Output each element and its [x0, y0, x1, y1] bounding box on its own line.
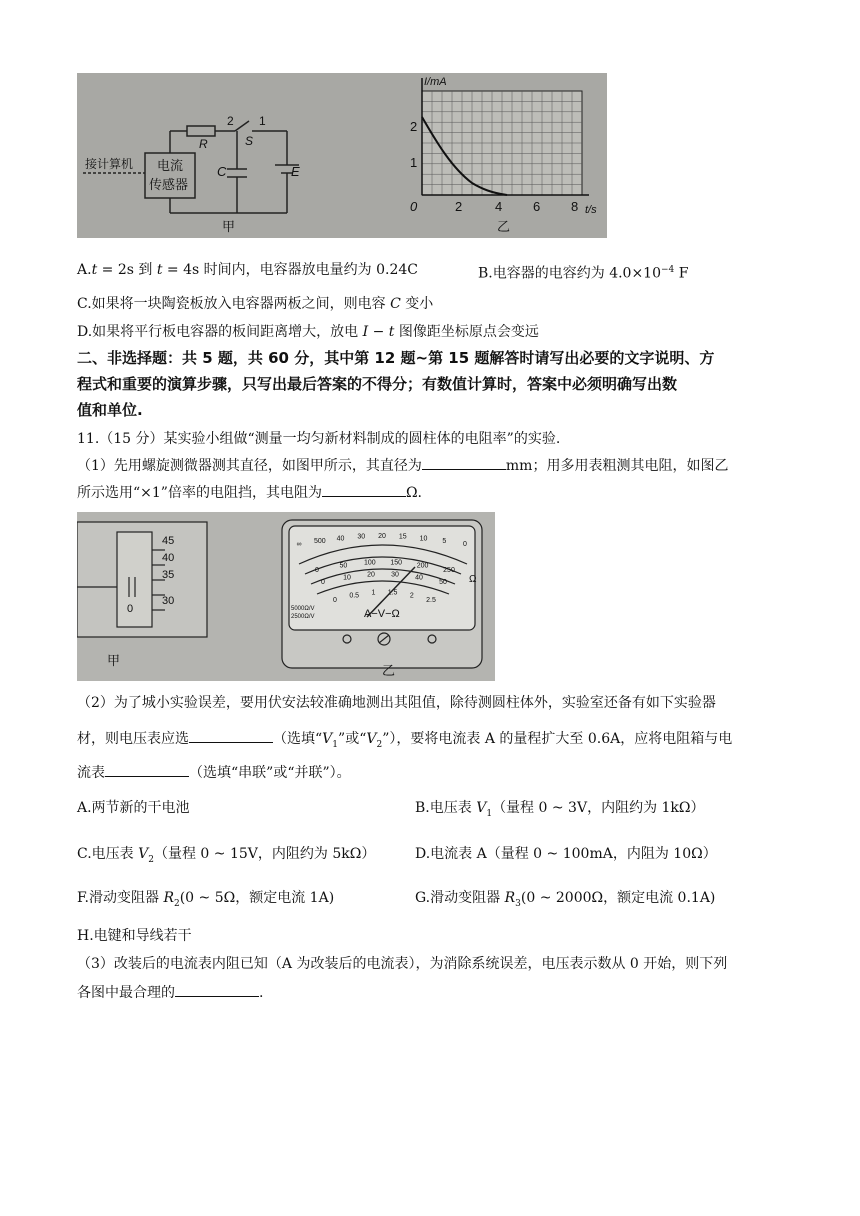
item-b-pre: B.电压表	[415, 800, 477, 816]
item-f-r: R	[163, 890, 174, 906]
item-g-sub: 3	[515, 898, 521, 909]
label-yi-2: 乙	[382, 663, 396, 678]
item-c-pre: C.电压表	[77, 846, 139, 862]
meter-scale-v-label: 100	[363, 559, 376, 567]
q11-part2-line3	[77, 762, 351, 783]
q11-p2-or: ”或“	[338, 731, 367, 747]
label-jia-2: 甲	[107, 653, 121, 668]
meter-scale-ohm-label: 0	[463, 541, 467, 548]
option-a-t2: t	[156, 262, 163, 278]
item-b-post: （量程 0 ~ 3V，内阻约为 1kΩ）	[492, 800, 705, 816]
meter-scale-ohm-label: 30	[357, 533, 366, 541]
section2-line2: 程式和重要的演算步骤，只写出最后答案的不得分；有数值计算时，答案中必须明确写出数	[77, 375, 678, 393]
item-c-sub: 2	[148, 854, 154, 865]
option-a-t1: t	[91, 262, 98, 278]
option-d-text: D.如果将平行板电容器的板间距离增大，放电	[77, 324, 363, 340]
meter-omega: Ω	[469, 574, 477, 585]
meter-scale-ma-label: 0	[321, 579, 325, 586]
answer-blank-voltmeter[interactable]	[189, 728, 273, 743]
q11-intro: 11.（15 分）某实验小组做“测量一均匀新材料制成的圆柱体的电阻率”的实验.	[77, 431, 561, 447]
meter-scale-low-label: 1.5	[387, 589, 398, 597]
option-b-unit: F	[674, 265, 689, 282]
meter-scale-v-label: 150	[390, 559, 403, 567]
meter-scale-ohm-label: 40	[336, 535, 345, 543]
q11-p1-a: （1）先用螺旋测微器测其直径，如图甲所示，其直径为	[77, 458, 422, 474]
meter-scale-v-label: 200	[416, 562, 429, 570]
graph-xtick-2: 2	[455, 199, 463, 214]
graph-xlabel: t/s	[585, 204, 597, 216]
switch-pos-1: 1	[259, 114, 266, 128]
item-g	[415, 888, 715, 914]
meter-scale-v-label: 50	[339, 562, 348, 570]
option-c-var: C	[390, 296, 401, 312]
meter-scale-low-label: 2	[409, 592, 414, 600]
meter-scale-v-label: 0	[315, 567, 319, 574]
item-f-sub: 2	[173, 898, 180, 909]
option-c-text: C.如果将一块陶瓷板放入电容器两板之间，则电容	[77, 296, 391, 312]
sensor-label-1: 电流	[157, 158, 184, 173]
meter-scale-low-label: 0.5	[349, 592, 360, 600]
option-d-var: I − t	[362, 324, 395, 340]
computer-label: 接计算机	[85, 157, 134, 171]
meter-scale-ohm-label: 500	[313, 537, 326, 545]
item-h: H.电键和导线若干	[77, 928, 192, 944]
item-c-post: （量程 0 ~ 15V，内阻约为 5kΩ）	[153, 846, 376, 862]
q11-p2-b: 材，则电压表应选	[77, 731, 189, 747]
q11-part3-line1: （3）改装后的电流表内阻已知（A 为改装后的电流表），为消除系统误差，电压表示数从 0 开始，则下列	[77, 956, 728, 972]
meter-note-1: 5000Ω/V	[291, 606, 315, 612]
item-f-post: (0 ~ 5Ω，额定电流 1A)	[179, 890, 335, 906]
meter-mode: A−V−Ω	[364, 608, 400, 620]
graph-xtick-6: 6	[533, 199, 541, 214]
graph-ylabel: I/mA	[424, 76, 447, 88]
q11-part1-line2	[77, 482, 422, 503]
meter-scale-ohm-label: 20	[378, 533, 386, 540]
option-d	[77, 322, 539, 342]
meter-scale-ma-label: 30	[391, 571, 399, 579]
option-c-post: 变小	[400, 296, 434, 312]
item-g-post: (0 ~ 2000Ω，额定电流 0.1A)	[520, 890, 716, 906]
graph-ytick-2: 2	[410, 119, 418, 134]
micrometer-zero: 0	[127, 603, 134, 615]
micrometer-tick-35: 35	[162, 569, 175, 581]
graph-origin: 0	[410, 199, 418, 214]
figure-1-svg	[77, 73, 607, 238]
q11-part2-line2	[77, 728, 732, 755]
meter-note-2: 2500Ω/V	[291, 614, 315, 620]
q11-p2-c: （选填“	[273, 731, 323, 747]
figure-2-svg	[77, 512, 495, 681]
micrometer-tick-40: 40	[162, 552, 175, 564]
q11-p1-b: mm；用多用表粗测其电阻，如图乙	[505, 458, 729, 474]
option-c	[77, 294, 433, 314]
figure-micrometer-and-meter	[77, 512, 495, 681]
meter-scale-low-label: 0	[333, 597, 337, 604]
meter-scale-ma-label: 20	[367, 571, 375, 579]
option-b-text: B.电容器的电容约为 4.0×10	[478, 265, 661, 282]
resistor-label: R	[199, 137, 208, 151]
capacitor-label: C	[217, 164, 227, 179]
meter-scale-ma-label: 10	[343, 574, 351, 582]
q11-p3-c: .	[259, 985, 264, 1001]
item-f	[77, 888, 334, 914]
q11-p2-e: 流表	[77, 765, 105, 781]
item-g-r: R	[504, 890, 516, 906]
q11-part3-line2	[77, 982, 263, 1003]
option-a-text: = 4s 时间内，电容器放电量约为 0.24C	[162, 262, 418, 278]
item-b	[415, 798, 705, 824]
graph-ytick-1: 1	[410, 155, 418, 170]
section2-line3: 值和单位.	[77, 401, 143, 419]
q11-p3-b: 各图中最合理的	[77, 985, 175, 1001]
micrometer-tick-30: 30	[162, 595, 175, 607]
q11-part2-line1: （2）为了城小实验误差，要用伏安法较准确地测出其阻值，除待测圆柱体外，实验室还备有如下实验器	[77, 695, 716, 711]
option-d-post: 图像距坐标原点会变远	[394, 324, 539, 340]
item-b-v: V	[476, 800, 487, 816]
label-yi: 乙	[497, 219, 511, 234]
q11-p1-c: 所示选用“×1”倍率的电阻挡，其电阻为	[77, 485, 322, 501]
meter-scale-low-label: 2.5	[426, 597, 436, 604]
meter-scale-v-label: 250	[443, 567, 455, 574]
meter-scale-low-label: 1	[371, 589, 376, 597]
label-jia: 甲	[222, 219, 236, 234]
section2-line1: 二、非选择题：共 5 题，共 60 分，其中第 12 题~第 15 题解答时请写出必要的文字说明、方	[77, 349, 715, 367]
item-f-pre: F.滑动变阻器	[77, 890, 164, 906]
q11-p2-v1-sub: 1	[332, 739, 339, 750]
answer-blank-connection[interactable]	[105, 762, 189, 777]
option-b	[478, 260, 688, 284]
it-graph	[422, 78, 589, 195]
switch-label: S	[245, 134, 254, 148]
item-g-pre: G.滑动变阻器	[415, 890, 505, 906]
meter-scale-ma-label: 40	[415, 574, 423, 582]
q11-p2-v1: V	[322, 731, 333, 747]
item-a: A.两节新的干电池	[77, 800, 190, 816]
q11-p2-d: ”），要将电流表 A 的量程扩大至 0.6A，应将电阻箱与电	[382, 731, 733, 747]
answer-blank-diameter[interactable]	[422, 455, 506, 470]
graph-xtick-8: 8	[571, 199, 579, 214]
micrometer-tick-45: 45	[162, 535, 175, 547]
graph-xtick-4: 4	[495, 199, 503, 214]
option-a-mid: = 2s 到	[97, 262, 157, 278]
switch-pos-2: 2	[227, 114, 234, 128]
meter-scale-ohm-label: 5	[442, 537, 447, 545]
q11-p1-d: Ω.	[405, 485, 423, 501]
q11-part1-line1	[77, 455, 728, 476]
q11-p2-v2: V	[366, 731, 377, 747]
figure-circuit-and-graph	[77, 73, 607, 238]
item-c	[77, 844, 375, 870]
option-a	[77, 260, 418, 280]
answer-blank-circuit[interactable]	[175, 982, 259, 997]
meter-scale-ohm-label: 15	[398, 533, 407, 541]
q11-p2-f: （选填“串联”或“并联”）。	[189, 765, 351, 781]
item-b-sub: 1	[486, 808, 493, 819]
option-a-prefix: A.	[77, 262, 92, 278]
sensor-label-2: 传感器	[149, 177, 189, 192]
meter-scale-ohm-label: ∞	[296, 541, 302, 548]
answer-blank-resistance[interactable]	[322, 482, 406, 497]
meter-scale-ohm-label: 10	[419, 535, 428, 543]
q11-p2-v2-sub: 2	[376, 739, 383, 750]
meter-scale-ma-label: 50	[439, 579, 447, 586]
item-c-v: V	[138, 846, 149, 862]
item-d: D.电流表 A（量程 0 ~ 100mA，内阻为 10Ω）	[415, 846, 717, 862]
battery-label: E	[291, 164, 300, 179]
option-b-exponent: −4	[661, 265, 675, 275]
